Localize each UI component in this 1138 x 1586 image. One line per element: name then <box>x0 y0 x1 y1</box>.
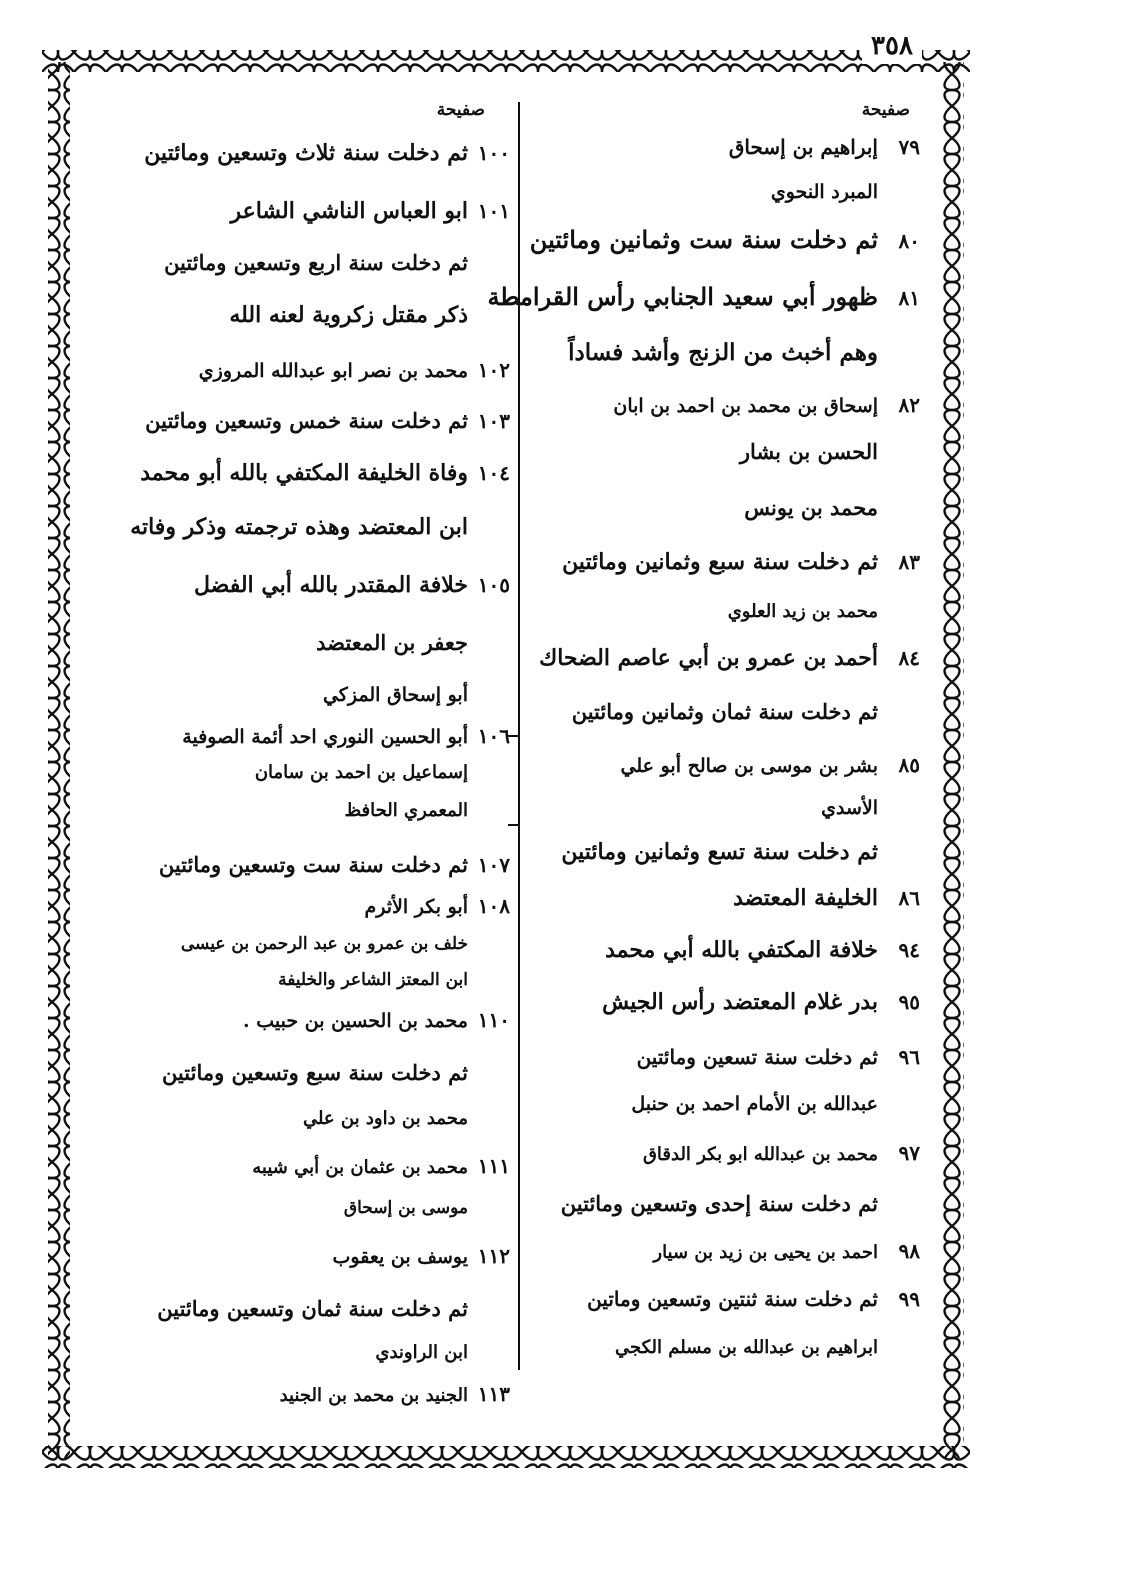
page-ref-number: ٩٧ <box>898 1141 920 1165</box>
left-column-list <box>110 140 510 1412</box>
entry-title: ثم دخلت سنة ثنتين وتسعين وماتين <box>587 1287 878 1311</box>
index-entry <box>535 439 920 495</box>
index-entry <box>110 1154 510 1198</box>
page-ref-number: ٩٦ <box>898 1045 920 1069</box>
entry-title: أبو الحسين النوري احد أئمة الصوفية <box>182 726 468 748</box>
entry-title: خلافة المقتدر بالله أبي الفضل <box>193 572 468 598</box>
entry-title: إبراهيم بن إسحاق <box>728 135 878 159</box>
entry-title: محمد بن زيد العلوي <box>727 601 878 622</box>
page-ref-number: ٨٢ <box>898 393 920 417</box>
page-ref-number: ٨٠ <box>898 229 920 253</box>
index-entry <box>110 358 510 408</box>
entry-title: ثم دخلت سنة ست وثمانين ومائتين <box>529 225 878 254</box>
entry-title: ثم دخلت سنة ست وتسعين ومائتين <box>158 852 468 877</box>
index-entry <box>110 250 510 302</box>
entry-title: المبرد النحوي <box>770 181 878 203</box>
entry-title: الجنيد بن محمد بن الجنيد <box>279 1385 468 1406</box>
entry-title: جعفر بن المعتضد <box>316 630 468 655</box>
index-entry <box>535 1141 920 1191</box>
entry-title: ثم دخلت سنة ثمان وثمانين ومائتين <box>571 699 878 724</box>
page-ref-number: ١٠٤ <box>477 461 510 485</box>
entry-title: محمد بن نصر ابو عبدالله المروزي <box>198 360 468 382</box>
page-ref-number: ١٠٠ <box>477 141 510 165</box>
index-entry <box>110 1244 510 1296</box>
entry-title: ابو العباس الناشي الشاعر <box>230 198 468 224</box>
index-entry <box>110 460 510 514</box>
index-entry <box>535 1093 920 1141</box>
entry-title: محمد بن داود بن علي <box>302 1108 468 1129</box>
page-ref-number: ١١١ <box>477 1154 510 1178</box>
page-ref-number: ١١٣ <box>477 1382 510 1406</box>
entry-title: وفاة الخليفة المكتفي بالله أبو محمد <box>140 460 468 486</box>
index-entry <box>110 514 510 572</box>
index-entry <box>110 800 510 852</box>
entry-title: عبدالله بن الأمام احمد بن حنبل <box>631 1093 878 1115</box>
index-entry <box>110 894 510 934</box>
index-entry <box>535 1239 920 1287</box>
index-entry <box>110 140 510 198</box>
entry-title: ثم دخلت سنة خمس وتسعين ومائتين <box>145 408 468 433</box>
entry-title: بشر بن موسى بن صالح أبو علي <box>620 755 878 777</box>
page-ref-number: ١١٢ <box>477 1244 510 1268</box>
index-entry <box>535 135 920 181</box>
index-entry <box>535 937 920 989</box>
index-entry <box>535 1045 920 1093</box>
page-ref-number: ٩٤ <box>898 938 920 962</box>
index-entry <box>110 302 510 358</box>
index-entry <box>535 989 920 1045</box>
index-entry <box>535 393 920 439</box>
index-entry <box>110 1008 510 1060</box>
page-number: ٣٥٨ <box>862 28 922 64</box>
page-ref-number: ٨٤ <box>898 646 920 670</box>
entry-title: بدر غلام المعتضد رأس الجيش <box>602 989 878 1015</box>
page-ref-number: ١٠٥ <box>477 573 510 597</box>
page-ref-number: ١٠٦ <box>477 724 510 748</box>
page-ref-number: ٨٥ <box>898 753 920 777</box>
page-ref-number: ٨٦ <box>898 886 920 910</box>
index-entry <box>535 885 920 937</box>
entry-title: إسماعيل بن احمد بن سامان <box>254 762 468 783</box>
index-entry <box>110 1198 510 1244</box>
index-entry <box>535 645 920 699</box>
index-entry <box>110 684 510 724</box>
page-ref-number: ١٠٣ <box>477 409 510 433</box>
page-ref-number: ٧٩ <box>898 135 920 159</box>
entry-title: ثم دخلت سنة تسع وثمانين ومائتين <box>561 839 878 865</box>
column-header-right: صفيحة <box>861 100 910 120</box>
entry-title: ثم دخلت سنة اربع وتسعين ومائتين <box>164 250 468 275</box>
index-entry <box>487 282 920 339</box>
entry-title: ذكر مقتل زكروية لعنه الله <box>229 302 468 328</box>
index-entry <box>110 1296 510 1342</box>
entry-title: ثم دخلت سنة ثلاث وتسعين ومائتين <box>144 140 468 166</box>
index-entry <box>535 181 920 225</box>
entry-title: محمد بن الحسين بن حبيب . <box>243 1010 468 1032</box>
index-entry <box>110 762 510 800</box>
index-entry <box>110 1060 510 1108</box>
index-entry <box>110 630 510 684</box>
entry-title: محمد بن عثمان بن أبي شيبه <box>252 1157 468 1178</box>
entry-title: ثم دخلت سنة ثمان وتسعين ومائتين <box>157 1296 468 1321</box>
index-entry <box>110 408 510 460</box>
index-entry <box>110 970 510 1008</box>
column-header-left: صفيحة <box>436 100 485 120</box>
page-ref-number: ١١٠ <box>477 1008 510 1032</box>
index-entry <box>535 1287 920 1337</box>
index-entry <box>110 934 510 970</box>
entry-title: الحسن بن بشار <box>739 439 878 464</box>
entry-title: ظهور أبي سعيد الجنابي رأس القرامطة <box>487 282 878 311</box>
entry-title: الأسدي <box>821 797 878 819</box>
entry-title: وهم أخبث من الزنج وأشد فساداً <box>568 339 878 366</box>
index-entry <box>535 839 920 885</box>
page-ref-number: ١٠٢ <box>477 358 510 382</box>
index-entry <box>535 699 920 753</box>
index-entry <box>535 601 920 645</box>
index-entry <box>535 753 920 797</box>
index-entry <box>535 1191 920 1239</box>
index-entry <box>110 1108 510 1154</box>
page-ref-number: ٩٨ <box>898 1239 920 1263</box>
index-entry <box>110 852 510 894</box>
index-entry <box>535 495 920 549</box>
index-entry <box>535 549 920 601</box>
page-ref-number: ١٠٨ <box>477 894 510 918</box>
page-ref-number: ٨١ <box>898 286 920 310</box>
entry-title: ثم دخلت سنة إحدى وتسعين ومائتين <box>560 1191 878 1216</box>
index-entry <box>535 797 920 839</box>
page-ref-number: ٩٩ <box>898 1287 920 1311</box>
index-entry <box>535 339 920 393</box>
entry-title: ابن المعتضد وهذه ترجمته وذكر وفاته <box>130 514 468 540</box>
entry-title: محمد بن يونس <box>744 495 878 520</box>
entry-title: أبو إسحاق المزكي <box>322 684 468 706</box>
entry-title: يوسف بن يعقوب <box>332 1246 468 1268</box>
entry-title: ابراهيم بن عبدالله بن مسلم الكجي <box>614 1337 878 1358</box>
entry-title: ثم دخلت سنة سبع وثمانين ومائتين <box>562 549 878 575</box>
entry-title: موسى بن إسحاق <box>343 1198 468 1218</box>
entry-title: ابن الراوندي <box>375 1342 468 1363</box>
entry-title: خلف بن عمرو بن عبد الرحمن بن عيسى <box>180 934 468 954</box>
entry-title: احمد بن يحيى بن زيد بن سيار <box>653 1242 878 1263</box>
index-entry <box>110 1342 510 1382</box>
entry-title: ثم دخلت سنة سبع وتسعين ومائتين <box>161 1060 468 1085</box>
index-entry <box>110 198 510 250</box>
entry-title: أبو بكر الأثرم <box>364 896 468 918</box>
index-entry <box>110 724 510 762</box>
entry-title: إسحاق بن محمد بن احمد بن ابان <box>613 395 878 417</box>
page-ref-number: ٨٣ <box>898 550 920 574</box>
index-entry <box>529 225 920 282</box>
entry-title: ابن المعتز الشاعر والخليفة <box>278 970 468 990</box>
entry-title: خلافة المكتفي بالله أبي محمد <box>605 937 878 963</box>
page-ref-number: ١٠٧ <box>477 853 510 877</box>
index-entry <box>535 1337 920 1385</box>
entry-title: أحمد بن عمرو بن أبي عاصم الضحاك <box>539 645 878 671</box>
entry-title: المعمري الحافظ <box>344 800 468 821</box>
entry-title: ثم دخلت سنة تسعين ومائتين <box>636 1045 878 1069</box>
page-ref-number: ٩٥ <box>898 990 920 1014</box>
index-entry <box>110 572 510 630</box>
page-ref-number: ١٠١ <box>477 199 510 223</box>
entry-title: الخليفة المعتضد <box>733 885 878 911</box>
entry-title: محمد بن عبدالله ابو بكر الدقاق <box>642 1144 878 1165</box>
index-entry <box>110 1382 510 1412</box>
